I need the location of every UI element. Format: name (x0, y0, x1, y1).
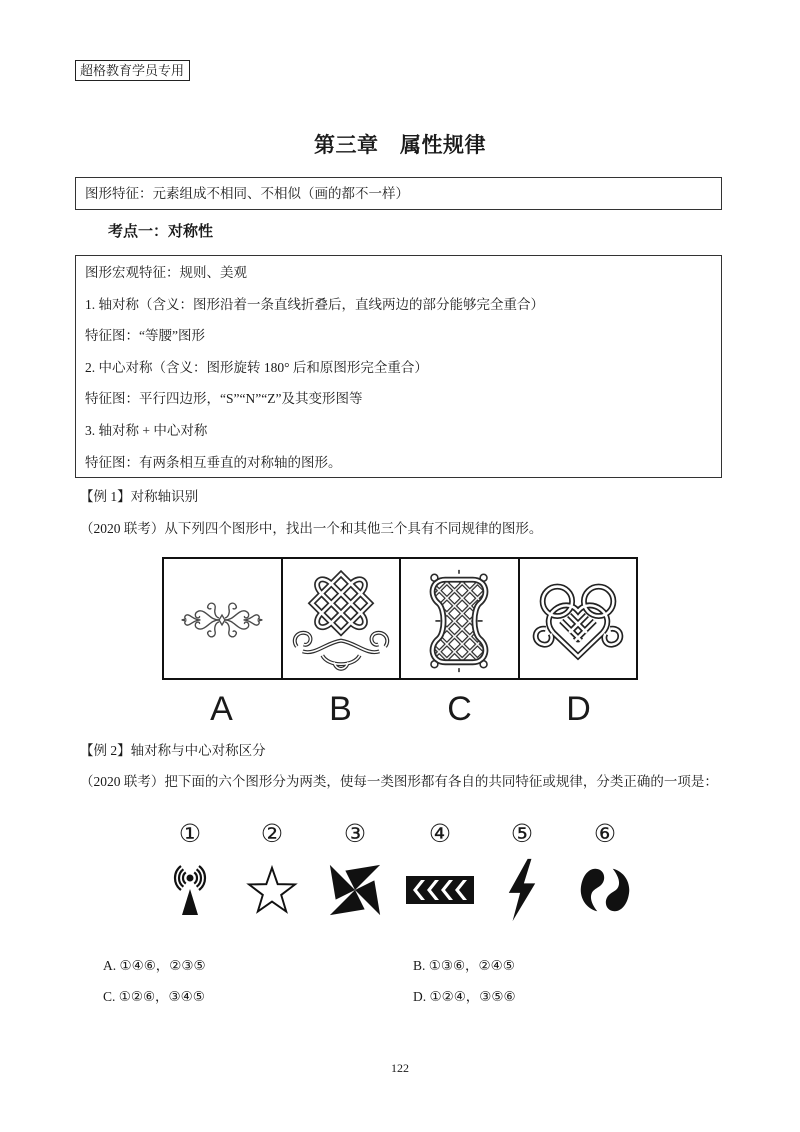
star-outline-icon (243, 861, 301, 919)
symmetry-line: 特征图：平行四边形，“S”“N”“Z”及其变形图等 (85, 391, 363, 407)
example1-letters (162, 688, 638, 730)
example2-label: 【例 2】轴对称与中心对称区分 (80, 743, 266, 758)
option-c: C. ①②⑥，③④⑤ (103, 989, 205, 1004)
figure-letter: D (566, 690, 591, 728)
twin-comma-icon (575, 861, 635, 919)
figure-number: ④ (428, 819, 452, 848)
figure-cell-c (401, 559, 520, 678)
symmetry-line: 1. 轴对称（含义：图形沿着一条直线折叠后，直线两边的部分能够完全重合） (85, 296, 544, 312)
example2-figure-5 (484, 818, 560, 924)
symmetry-line: 特征图：“等腰”图形 (85, 328, 205, 344)
example1-label: 【例 1】对称轴识别 (80, 489, 199, 504)
option-b: B. ①③⑥，②④⑤ (413, 958, 515, 973)
page-number: 122 (391, 1061, 409, 1075)
pretzel-knot-icon (520, 559, 636, 678)
figure-number: ⑥ (593, 819, 617, 848)
example2-figure-4 (402, 818, 478, 924)
figure-cell-b (283, 559, 402, 678)
lightning-bolt-icon (501, 857, 543, 923)
option-d: D. ①②④，③⑤⑥ (413, 989, 516, 1004)
symmetry-box (75, 255, 722, 478)
chapter-title: 第三章 属性规律 (314, 133, 486, 157)
figure-number: ③ (343, 819, 367, 848)
figure-letter: B (329, 690, 352, 728)
option-a: A. ①④⑥，②③⑤ (103, 958, 206, 973)
endless-knot-cloud-icon (283, 559, 399, 678)
figure-letter: A (210, 690, 233, 728)
example2-figure-2 (234, 818, 310, 924)
example2-figure-6 (567, 818, 643, 924)
example1-figure-strip (162, 557, 638, 680)
example2-question: （2020 联考）把下面的六个图形分为两类，使每一类图形都有各自的共同特征或规律，分类正确的一项是： (80, 774, 718, 789)
header-tag: 超格教育学员专用 (75, 60, 190, 81)
figure-number: ① (178, 819, 202, 848)
example2-figure-1 (152, 818, 228, 924)
symmetry-line: 特征图：有两条相互垂直的对称轴的图形。 (85, 454, 342, 470)
figure-cell-a (164, 559, 283, 678)
scroll-ornament-icon (164, 559, 280, 678)
figure-letter: C (447, 690, 472, 728)
lattice-knot-icon (401, 559, 517, 678)
example2-figure-3 (317, 818, 393, 924)
symmetry-line: 2. 中心对称（含义：图形旋转 180° 后和原图形完全重合） (85, 359, 428, 375)
example1-question: （2020 联考）从下列四个图形中，找出一个和其他三个具有不同规律的图形。 (80, 521, 543, 536)
symmetry-line: 3. 轴对称 + 中心对称 (85, 422, 208, 438)
symmetry-line: 图形宏观特征：规则、美观 (85, 265, 247, 280)
chevron-banner-icon (404, 870, 476, 910)
figure-cell-d (520, 559, 637, 678)
figure-number: ② (260, 819, 284, 848)
section-heading: 考点一：对称性 (108, 224, 214, 240)
figure-number: ⑤ (510, 819, 534, 848)
pinwheel-icon (326, 861, 384, 919)
feature-box: 图形特征：元素组成不相同、不相似（画的都不一样） (75, 177, 722, 210)
signal-tower-icon (165, 862, 215, 918)
